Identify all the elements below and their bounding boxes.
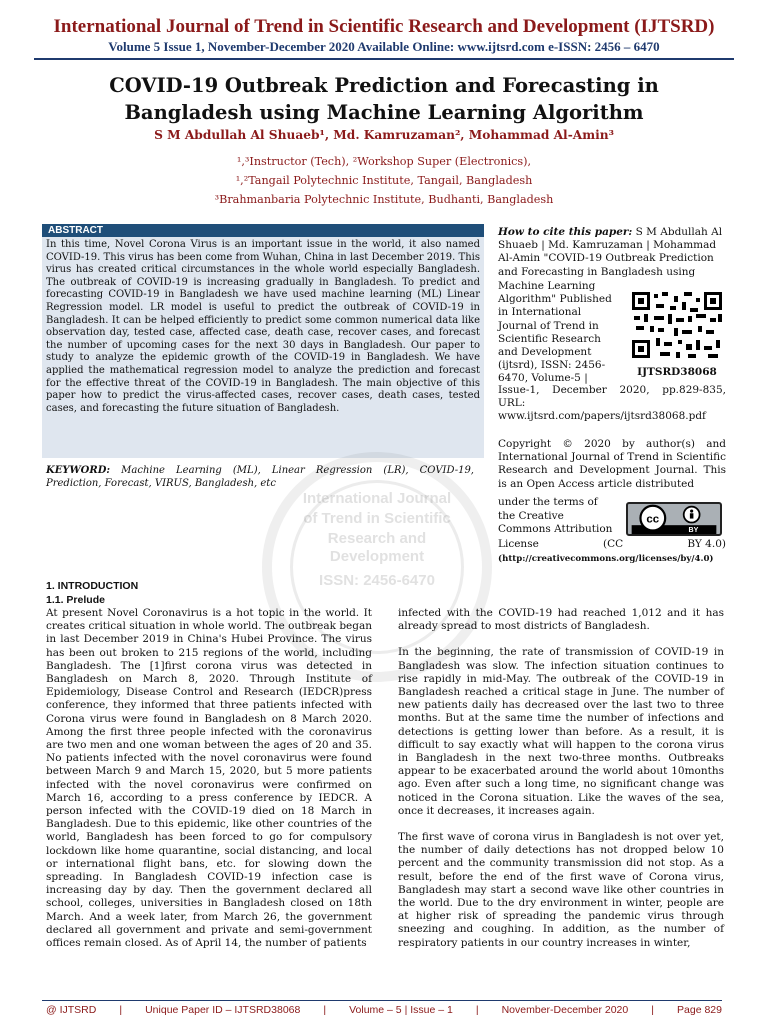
license-line [498, 538, 726, 550]
license-url[interactable]: (http://creativecommons.org/licenses/by/4.0) [498, 554, 714, 564]
paper-title [60, 72, 708, 126]
footer-date: November-December 2020 [501, 1004, 629, 1016]
header-rule [34, 58, 734, 60]
license-cc: (CC [603, 538, 624, 550]
body-paragraph: infected with the COVID-19 had reached 1,012 and it has already spread to most districts of Bangladesh. [398, 607, 724, 633]
subsection-heading: 1.1. Prelude [46, 594, 105, 606]
title-line-2: Bangladesh using Machine Learning Algorithm [124, 101, 644, 124]
cc-badge-text: cc [646, 513, 660, 526]
citation-line: in International [498, 306, 582, 319]
keywords [46, 464, 474, 490]
affiliation-3: ³Brahmanbaria Polytechnic Institute, Budhanti, Bangladesh [214, 193, 554, 206]
qr-label: IJTSRD38068 [637, 366, 717, 378]
cc-badge-by: BY [688, 527, 699, 535]
watermark-line: of Trend in Scientific [303, 510, 451, 527]
copyright-line: the Creative [498, 509, 564, 522]
citation-wrap [498, 280, 622, 386]
footer-sep: | [119, 1004, 123, 1016]
footer-page: Page 829 [677, 1004, 722, 1016]
copyright-line: Commons Attribution [498, 523, 613, 536]
citation-line: and Development [498, 346, 592, 359]
footer-sep: | [323, 1004, 327, 1016]
footer-paper-id: Unique Paper ID – IJTSRD38068 [145, 1004, 301, 1016]
section-heading: 1. INTRODUCTION [46, 580, 139, 592]
body-paragraph: The first wave of corona virus in Bangladesh is not over yet, the number of daily detections has not dropped below 10 percent and the community transmission did not stop. As a result, before the end of the first wave of Corona virus, Bangladesh may start a second wave like other countries in the world. Due to the dry environment in winter, people are at higher risk of spreading the pandemic virus through sneezing and coughing. In addition, as the number of respiratory patients in our country increases in winter, [398, 831, 724, 949]
citation-tail: Issue-1, December 2020, pp.829-835, URL: www.ijtsrd.com/papers/ijtsrd38068.pdf [498, 384, 726, 423]
footer-volume: Volume – 5 | Issue – 1 [349, 1004, 453, 1016]
body-paragraph: At present Novel Coronavirus is a hot topic in the world. It creates critical situation in whole world. The outbreak began in last December 2019 in China's Hubei Province. The virus has been out broken to 215 regions of the world, including Bangladesh. The [1]first corona virus was detected in Bangladesh on March 8, 2020. Through Institute of Epidemiology, Disease Control and Research (IEDCR)press conference, they informed that three patients infected with Corona virus were found in Bangladesh on 8 March 2020. Among the first three people infected with the coronavirus are two men and one woman between the ages of 20 and 35. No patients infected with the novel coronavirus were found between March 9 and March 15, 2020, but 5 more patients infected with the novel coronavirus were confirmed on March 16, according to a press conference by IEDCR. A person infected with the COVID-19 died on 18 March in Bangladesh. Due to this epidemic, like other countries of the world, Bangladesh has been forced to go for compulsory lockdown like home quarantine, social distancing, and local or international flight bans, etc. for slowing down the spreading. In Bangladesh COVID-19 infection case is increasing day by day. Then the government declared all school, colleges, universities in Bangladesh closed on 18th March. And a week later, from March 26, the government declared all government and private and semi-government offices remain closed. As of April 14, the number of patients [46, 607, 372, 950]
abstract-text: In this time, Novel Corona Virus is an important issue in the world, it also named COVID-19. This virus has been come from Wuhan, China in last December 2019. This virus has created critical circumstances in the whole world especially Bangladesh. The outbreak of COVID-19 is increasing gradually in Bangladesh. To predict and forecasting COVID-19 in Bangladesh we have used machine learning (ML) Linear Regression model. LR model is useful to predict the outbreak of COVID-19 in Bangladesh. It can be helped efficiently to predict some common numerical data like observation day, tested case, affected case, death case, recover cases, and forecast the number of upcoming cases for the next 30 days in Bangladesh. Our paper to study to analyze the epidemic growth of the COVID-19 in Bangladesh. We have applied the mathematical regression model to analyze the prediction and forecast for the effective threat of the COVID-19 in Bangladesh. The main objective of this paper how to predict the virus-affected cases, recover cases, death cases, tested cases, and forecasting the future situation of Bangladesh. [46, 239, 480, 414]
journal-title: International Journal of Trend in Scientific Research and Development (IJTSRD) [53, 16, 715, 37]
abstract-heading: ABSTRACT [42, 224, 484, 237]
footer-publisher: @ IJTSRD [46, 1004, 97, 1016]
citation-line: 6470, Volume-5 | [498, 372, 588, 385]
title-line-1: COVID-19 Outbreak Prediction and Forecasting in [109, 74, 659, 97]
watermark-line: Development [329, 548, 425, 565]
body-paragraph: In the beginning, the rate of transmission of COVID-19 in Bangladesh was slow. The infection situation continues to rise rapidly in mid-May. The outbreak of the COVID-19 in Bangladesh reached a critical stage in June. The number of new patients daily has decreased over the last two to three months. But at the same time the number of infections and detections is getting lower than before. As a result, it is difficult to say exactly what will happen to the corona virus in Bangladesh in the next two-three months. Outbreaks appear to be exacerbated around the world about 10months ago. Even after such a long time, no significant change was noticed in the Corona situation. Like the waves of the sea, once it decreases, it increases again. [398, 646, 724, 817]
license-by: BY 4.0) [687, 538, 726, 550]
watermark-line: International Journal [302, 490, 452, 507]
affiliation-1: ¹,³Instructor (Tech), ²Workshop Super (Electronics), [236, 155, 532, 168]
footer [46, 1004, 722, 1016]
footer-sep: | [475, 1004, 479, 1016]
citation-line: Journal of Trend in [498, 319, 599, 332]
citation-line: Scientific Research [498, 332, 601, 345]
footer-rule [42, 1000, 722, 1001]
abstract-box [42, 224, 484, 458]
copyright-wrap [498, 496, 622, 537]
volume-line: Volume 5 Issue 1, November-December 2020 Available Online: www.ijtsrd.com e-ISSN: 2456 – 6470 [108, 39, 660, 54]
keyword-label: KEYWORD: [46, 465, 111, 476]
citation-label: How to cite this paper: [498, 226, 633, 238]
citation-line: Algorithm" Published [498, 293, 612, 306]
qr-code-icon [630, 290, 724, 360]
authors: S M Abdullah Al Shuaeb¹, Md. Kamruzaman², Mohammad Al-Amin³ [154, 128, 614, 142]
left-column [46, 607, 372, 963]
copyright-line: under the terms of [498, 496, 598, 508]
affiliation-2: ¹,²Tangail Polytechnic Institute, Tangail, Bangladesh [235, 174, 533, 187]
citation-line: Machine Learning [498, 280, 596, 292]
footer-sep: | [651, 1004, 654, 1016]
watermark-line: Research and [327, 530, 427, 547]
keyword-text: Machine Learning (ML), Linear Regression (LR), COVID-19, Prediction, Forecast, VIRUS, Bangladesh, etc [46, 465, 474, 489]
citation-intro [498, 226, 726, 279]
citation-line: (ijtsrd), ISSN: 2456- [498, 359, 606, 372]
license-label: License [498, 538, 539, 550]
copyright-text: Copyright © 2020 by author(s) and International Journal of Trend in Scientific Research and Development Journal. This is an Open Access article distributed [498, 438, 726, 490]
citation-intro-text: S M Abdullah Al Shuaeb | Md. Kamruzaman | Mohammad Al-Amin "COVID-19 Outbreak Prediction and Forecasting in Bangladesh using [498, 226, 723, 278]
right-column [398, 607, 724, 963]
cc-by-license-icon [626, 502, 722, 536]
watermark-issn: ISSN: 2456-6470 [319, 572, 435, 589]
